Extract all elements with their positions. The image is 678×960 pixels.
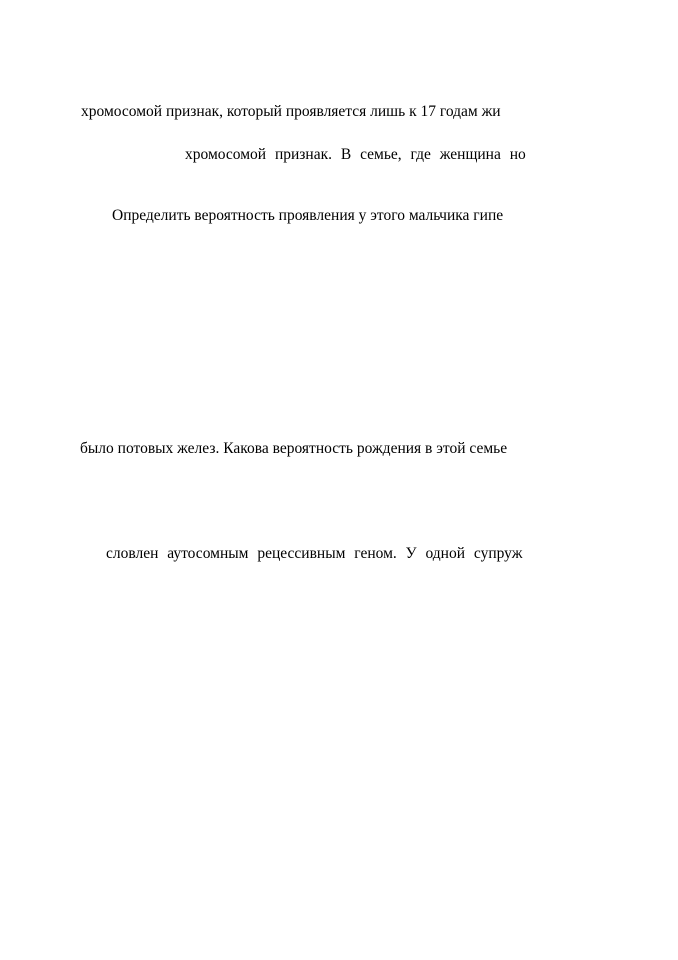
text-line-2: хромосомой признак. В семье, где женщина но <box>185 146 526 163</box>
text-line-3: Определить вероятность проявления у этого мальчика гипе <box>112 207 504 224</box>
text-line-4: было потовых желез. Какова вероятность рождения в этой семье <box>80 440 508 457</box>
text-line-5: словлен аутосомным рецессивным геном. У одной супруж <box>106 545 523 562</box>
text-line-1: хромосомой признак, который проявляется лишь к 17 годам жи <box>81 103 501 120</box>
